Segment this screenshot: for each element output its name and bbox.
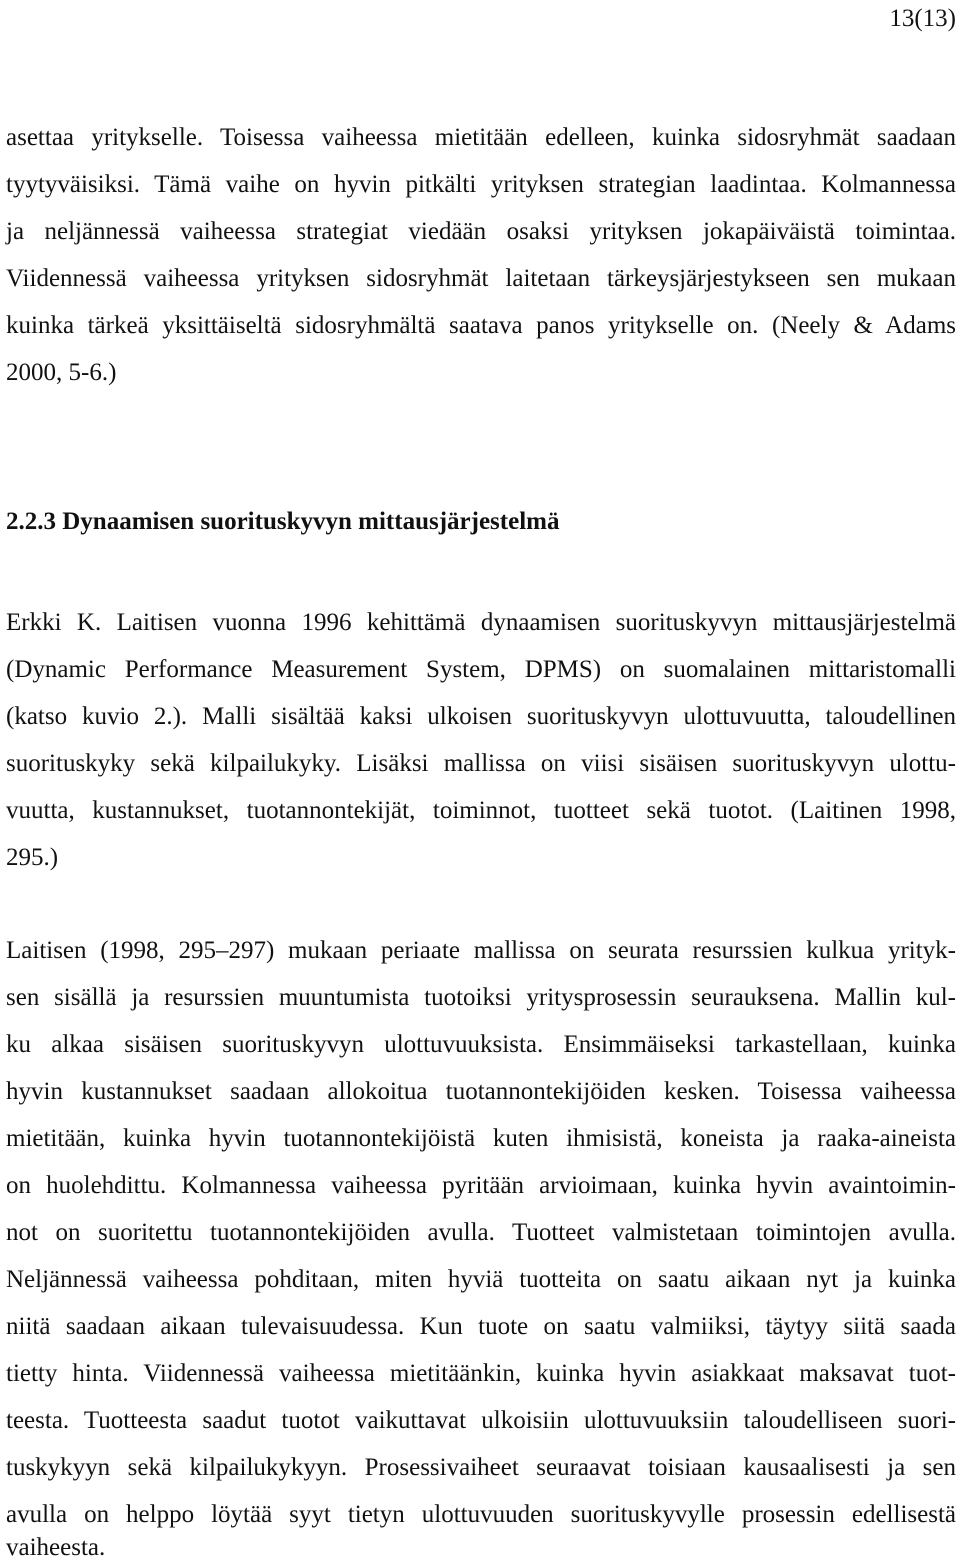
paragraph-3-line: Neljännessä vaiheessa pohditaan, miten hyviä tuotteita on saatu aikaan nyt ja kuinka (6, 1266, 956, 1293)
paragraph-3-line: vaiheesta. (6, 1534, 106, 1561)
paragraph-2-line: (Dynamic Performance Measurement System, DPMS) on suomalainen mittaristomalli (6, 656, 956, 683)
paragraph-3-line: on huolehdittu. Kolmannessa vaiheessa pyritään arvioimaan, kuinka hyvin avaintoimin- (6, 1172, 956, 1199)
paragraph-3-line: tuskykyyn sekä kilpailukykyyn. Prosessivaiheet seuraavat toisiaan kausaalisesti ja sen (6, 1454, 956, 1481)
paragraph-2-line: 295.) (6, 844, 59, 871)
paragraph-3-line: tietty hinta. Viidennessä vaiheessa mietitäänkin, kuinka hyvin asiakkaat maksavat tuot- (6, 1360, 956, 1387)
paragraph-3-line: hyvin kustannukset saadaan allokoitua tuotannontekijöiden kesken. Toisessa vaiheessa (6, 1078, 956, 1105)
paragraph-3-line: teesta. Tuotteesta saadut tuotot vaikuttavat ulkoisiin ulottuvuuksiin taloudelliseen suori- (6, 1407, 956, 1434)
paragraph-3-line: niitä saadaan aikaan tulevaisuudessa. Kun tuote on saatu valmiiksi, täytyy siitä saada (6, 1313, 956, 1340)
page-number: 13(13) (889, 5, 956, 32)
paragraph-3-line: ku alkaa sisäisen suorituskyvyn ulottuvuuksista. Ensimmäiseksi tarkastellaan, kuinka (6, 1031, 956, 1058)
paragraph-1-line: asettaa yritykselle. Toisessa vaiheessa mietitään edelleen, kuinka sidosryhmät saadaan (6, 124, 956, 151)
paragraph-1-line: tyytyväisiksi. Tämä vaihe on hyvin pitkälti yrityksen strategian laadintaa. Kolmannessa (6, 171, 956, 198)
paragraph-2-line: suorituskyky sekä kilpailukyky. Lisäksi mallissa on viisi sisäisen suorituskyvyn ulottu- (6, 750, 956, 777)
paragraph-3-line: Laitisen (1998, 295–297) mukaan periaate mallissa on seurata resurssien kulkua yrityk- (6, 937, 956, 964)
paragraph-2-line: Erkki K. Laitisen vuonna 1996 kehittämä dynaamisen suorituskyvyn mittausjärjestelmä (6, 609, 956, 636)
paragraph-3-line: sen sisällä ja resurssien muuntumista tuotoiksi yritysprosessin seurauksena. Mallin kul- (6, 984, 956, 1011)
paragraph-2-line: (katso kuvio 2.). Malli sisältää kaksi ulkoisen suorituskyvyn ulottuvuutta, taloudellinen (6, 703, 956, 730)
section-heading: 2.2.3 Dynaamisen suorituskyvyn mittausjärjestelmä (6, 508, 560, 535)
paragraph-1-line: Viidennessä vaiheessa yrityksen sidosryhmät laitetaan tärkeysjärjestykseen sen mukaan (6, 265, 956, 292)
paragraph-3-line: mietitään, kuinka hyvin tuotannontekijöistä kuten ihmisistä, koneista ja raaka-aineista (6, 1125, 956, 1152)
paragraph-1-line: ja neljännessä vaiheessa strategiat viedään osaksi yrityksen jokapäiväistä toimintaa. (6, 218, 956, 245)
paragraph-3-line: not on suoritettu tuotannontekijöiden avulla. Tuotteet valmistetaan toimintojen avulla. (6, 1219, 956, 1246)
paragraph-1-line: 2000, 5-6.) (6, 359, 117, 386)
paragraph-1-line: kuinka tärkeä yksittäiseltä sidosryhmältä saatava panos yritykselle on. (Neely & Adams (6, 312, 956, 339)
paragraph-3-line: avulla on helppo löytää syyt tietyn ulottuvuuden suorituskyvylle prosessin edellisestä (6, 1501, 956, 1528)
paragraph-2-line: vuutta, kustannukset, tuotannontekijät, toiminnot, tuotteet sekä tuotot. (Laitinen 1998, (6, 797, 956, 824)
